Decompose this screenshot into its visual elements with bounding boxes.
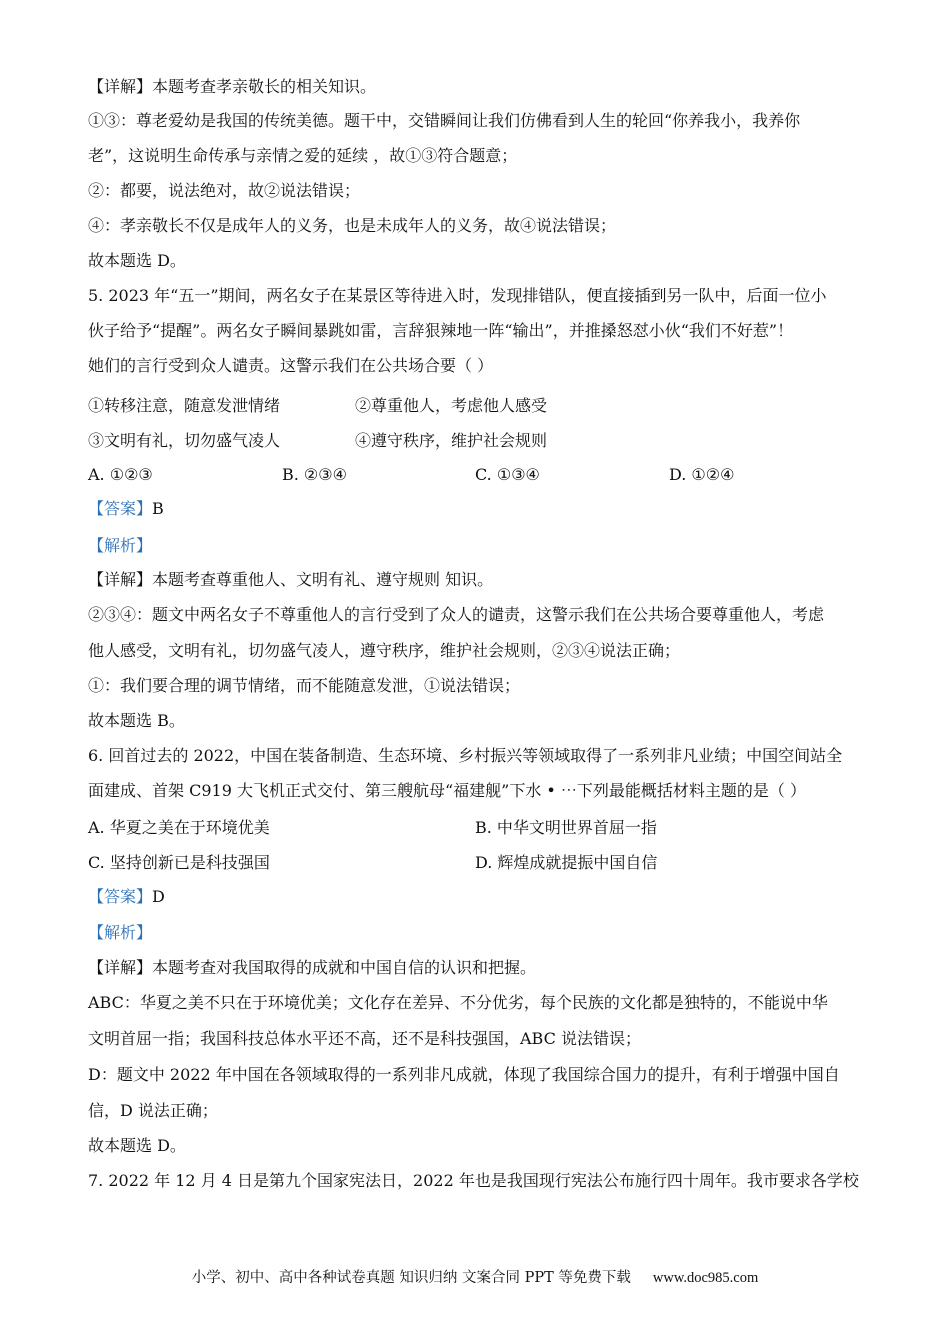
- q5-stem-line: 她们的言行受到众人谴责。这警示我们在公共场合要（ ）: [88, 356, 494, 375]
- answer-tag: 【答案】: [88, 887, 153, 906]
- q6-option-c: C. 坚持创新已是科技强国: [88, 853, 270, 872]
- answer-value: B: [152, 499, 164, 518]
- q4-detail-line: 【详解】本题考查孝亲敬长的相关知识。: [88, 77, 377, 96]
- q5-statement-4: ④遵守秩序，维护社会规则: [355, 431, 548, 450]
- q5-stem-line: 伙子给予“提醒”。两名女子瞬间暴跳如雷，言辞狠辣地一阵“输出”，并推搡怒怼小伙“我们不好惹”！: [88, 321, 794, 340]
- q6-detail-line: 文明首屈一指；我国科技总体水平还不高，还不是科技强国，ABC 说法错误；: [88, 1029, 641, 1048]
- q6-detail-line: ABC：华夏之美不只在于环境优美；文化存在差异、不分优劣，每个民族的文化都是独特的，不能说中华: [88, 993, 828, 1012]
- q5-stem-line: 5. 2023 年“五一”期间，两名女子在某景区等待进入时，发现排错队，便直接插到另一队中，后面一位小: [88, 286, 827, 305]
- q6-option-d: D. 辉煌成就提振中国自信: [475, 853, 658, 872]
- q4-detail-line: ①③：尊老爱幼是我国的传统美德。题干中，交错瞬间让我们仿佛看到人生的轮回“你养我小，我养你: [88, 111, 801, 130]
- q5-statement-2: ②尊重他人，考虑他人感受: [355, 396, 548, 415]
- q6-option-b: B. 中华文明世界首屈一指: [475, 818, 657, 837]
- q6-detail-line: 信，D 说法正确；: [88, 1101, 218, 1120]
- q5-option-c: C. ①③④: [475, 465, 540, 484]
- q4-detail-line: ④：孝亲敬长不仅是成年人的义务，也是未成年人的义务，故④说法错误；: [88, 216, 617, 235]
- q6-conclusion: 故本题选 D。: [88, 1136, 186, 1155]
- q5-detail-line: 【详解】本题考查尊重他人、文明有礼、遵守规则 知识。: [88, 570, 494, 589]
- q5-statement-3: ③文明有礼，切勿盛气凌人: [88, 431, 281, 450]
- page-footer: [0, 1268, 950, 1288]
- q5-detail-line: 他人感受，文明有礼，切勿盛气凌人，遵守秩序，维护社会规则，②③④说法正确；: [88, 641, 681, 660]
- q6-option-a: A. 华夏之美在于环境优美: [88, 818, 270, 837]
- q6-stem-line: 面建成、首架 C919 大飞机正式交付、第三艘航母“福建舰”下水 • ⋯下列最能概括材料主题的是（ ）: [88, 781, 807, 800]
- answer-tag: 【答案】: [88, 499, 153, 518]
- q6-detail-line: 【详解】本题考查对我国取得的成就和中国自信的认识和把握。: [88, 958, 537, 977]
- q6-answer: [88, 886, 165, 908]
- q4-conclusion: 故本题选 D。: [88, 251, 186, 270]
- q5-option-d: D. ①②④: [669, 465, 735, 484]
- q5-detail-line: ①：我们要合理的调节情绪，而不能随意发泄，①说法错误；: [88, 676, 521, 695]
- q6-analysis-tag: 【解析】: [88, 923, 153, 942]
- footer-url[interactable]: www.doc985.com: [652, 1270, 759, 1286]
- q5-answer: [88, 498, 164, 520]
- q5-option-a: A. ①②③: [88, 465, 153, 484]
- q5-analysis-tag: 【解析】: [88, 536, 153, 555]
- q5-statement-1: ①转移注意，随意发泄情绪: [88, 396, 281, 415]
- q6-detail-line: D：题文中 2022 年中国在各领域取得的一系列非凡成就，体现了我国综合国力的提升，有利于增强中国自: [88, 1065, 840, 1084]
- q4-detail-line: ②：都要，说法绝对，故②说法错误；: [88, 181, 361, 200]
- q5-conclusion: 故本题选 B。: [88, 711, 185, 730]
- q6-stem-line: 6. 回首过去的 2022，中国在装备制造、生态环境、乡村振兴等领域取得了一系列非凡业绩；中国空间站全: [88, 746, 843, 765]
- q7-stem-line: 7. 2022 年 12 月 4 日是第九个国家宪法日，2022 年也是我国现行宪法公布施行四十周年。我市要求各学校: [88, 1171, 859, 1190]
- q4-detail-line: 老”，这说明生命传承与亲情之爱的延续 ，故①③符合题意；: [88, 146, 518, 165]
- footer-text: 小学、初中、高中各种试卷真题 知识归纳 文案合同 PPT 等免费下载: [191, 1270, 631, 1286]
- q5-option-b: B. ②③④: [282, 465, 347, 484]
- q5-detail-line: ②③④：题文中两名女子不尊重他人的言行受到了众人的谴责，这警示我们在公共场合要尊重他人，考虑: [88, 605, 825, 624]
- answer-value: D: [152, 887, 165, 906]
